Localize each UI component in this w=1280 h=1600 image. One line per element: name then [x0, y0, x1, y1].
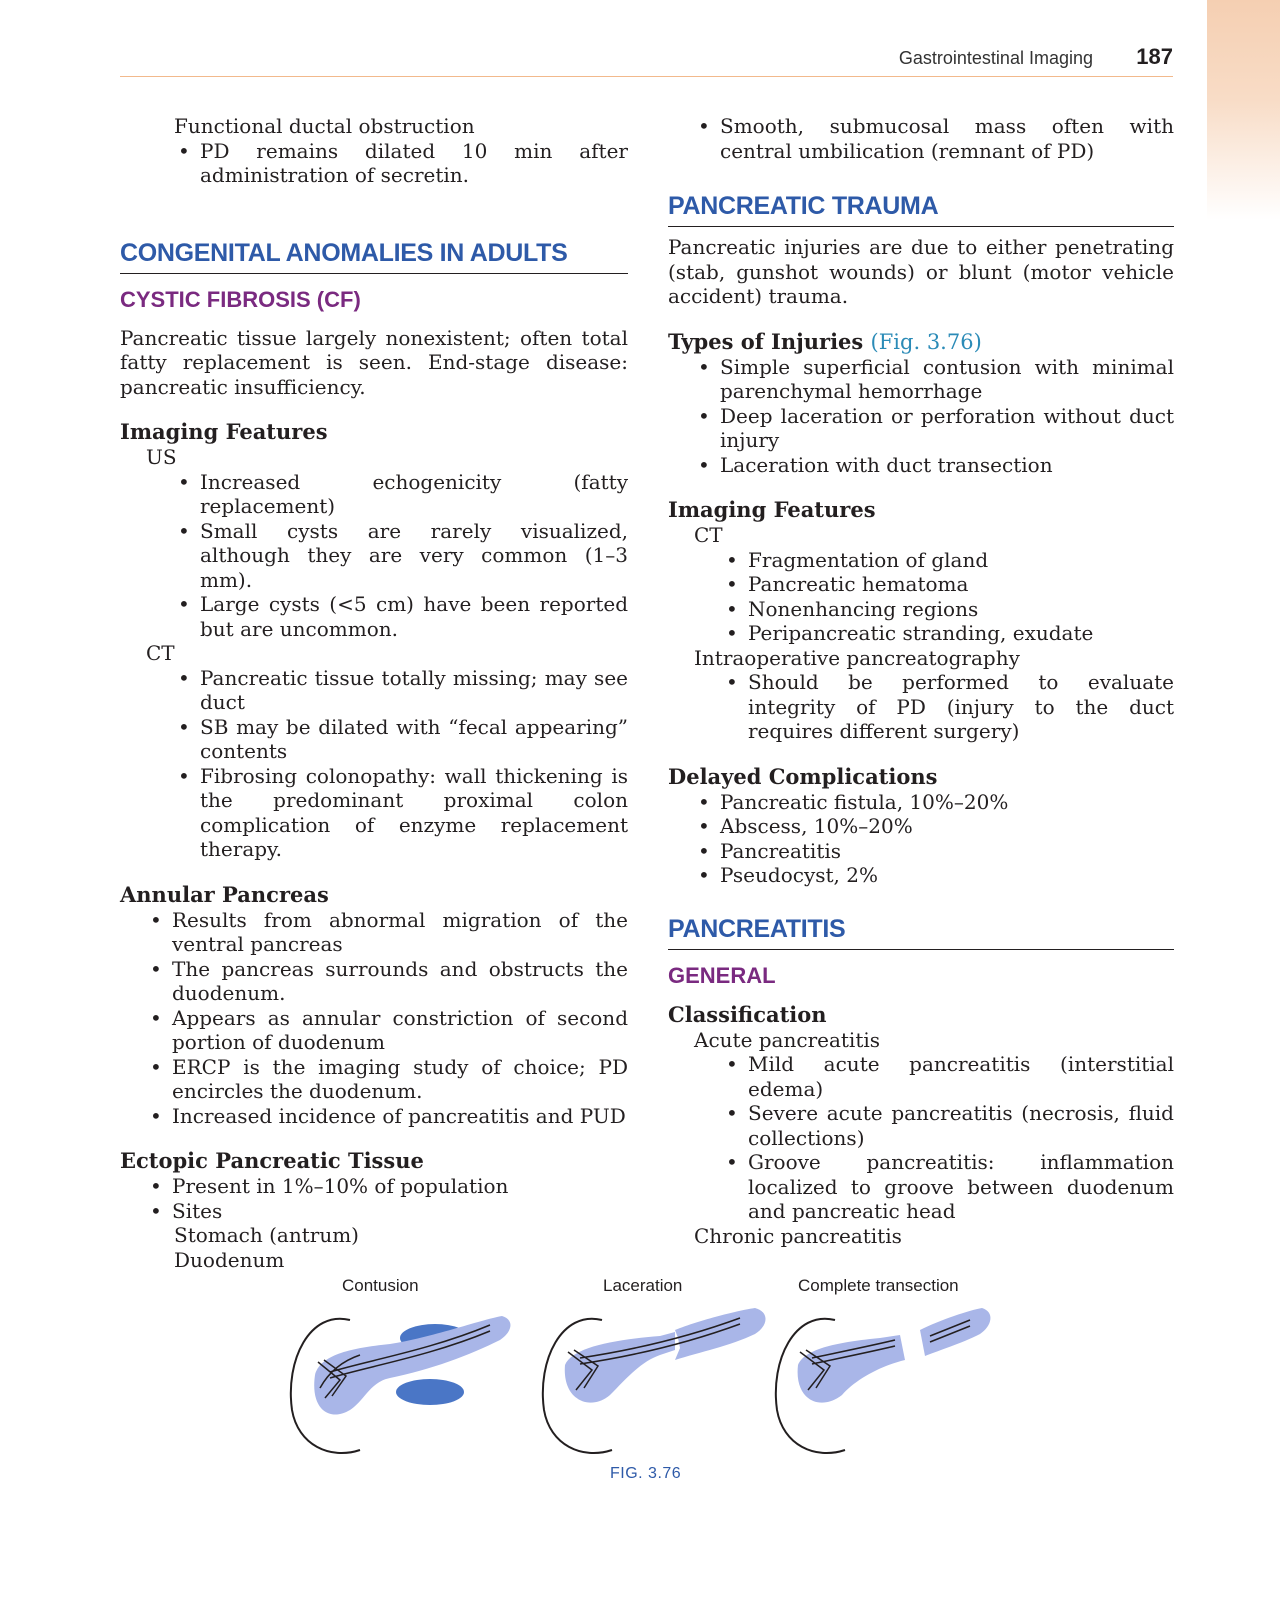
- delayed-bullet-list: [668, 790, 1174, 888]
- running-header-title: Gastrointestinal Imaging: [898, 48, 1093, 68]
- list-item: • SB may be dilated with “fecal appearing” contents: [174, 715, 628, 764]
- list-item: • Severe acute pancreatitis (necrosis, fluid collections): [722, 1101, 1174, 1150]
- list-item: • Should be performed to evaluate integrity of PD (injury to the duct requires different surgery): [722, 670, 1174, 744]
- list-item: • Pancreatitis: [694, 839, 1174, 864]
- list-item: • Sites: [146, 1199, 628, 1224]
- contusion-illustration: [291, 1316, 511, 1453]
- list-item: • Laceration with duct transection: [694, 453, 1174, 478]
- chronic-label: Chronic pancreatitis: [694, 1223, 902, 1248]
- list-item: • Pseudocyst, 2%: [694, 863, 1174, 888]
- gland-proximal: [798, 1335, 905, 1403]
- list-item: • Pancreatic hematoma: [722, 572, 1174, 597]
- list-item: • Peripancreatic stranding, exudate: [722, 621, 1174, 646]
- injuries-bullet-list: [668, 355, 1174, 478]
- ectopic-continued-bullet-list: [668, 114, 1174, 163]
- list-item: • Fragmentation of gland: [722, 548, 1174, 573]
- list-item: • Pancreatic tissue totally missing; may see duct: [174, 666, 628, 715]
- trauma-imaging-heading: Imaging Features: [668, 497, 876, 522]
- ct-label: CT: [146, 641, 175, 665]
- figure-caption: FIG. 3.76: [610, 1465, 682, 1482]
- left-column: [120, 114, 628, 1272]
- ectopic-site: Stomach (antrum): [174, 1223, 359, 1247]
- section-title-pancreatitis: PANCREATITIS: [668, 914, 1174, 950]
- list-item: • Results from abnormal migration of the ventral pancreas: [146, 908, 628, 957]
- transection-illustration: [776, 1308, 991, 1453]
- imaging-features-heading: Imaging Features: [120, 419, 328, 444]
- injuries-heading-text: Types of Injuries: [668, 328, 864, 354]
- list-item: • Increased incidence of pancreatitis and PUD: [146, 1104, 628, 1129]
- page-edge-tab: [1207, 0, 1280, 220]
- annular-pancreas-heading: Annular Pancreas: [120, 881, 329, 907]
- list-item: • Deep laceration or perforation without duct injury: [694, 404, 1174, 453]
- list-item: • Smooth, submucosal mass often with central umbilication (remnant of PD): [694, 114, 1174, 163]
- figure-reference-link[interactable]: (Fig. 3.76): [870, 329, 982, 354]
- list-item: • Fibrosing colonopathy: wall thickening is the predominant proximal colon complication of enzyme replacement therapy.: [174, 764, 628, 862]
- ct-bullet-list: [120, 666, 628, 862]
- list-item: • The pancreas surrounds and obstructs the duodenum.: [146, 957, 628, 1006]
- page-number: 187: [1136, 44, 1173, 69]
- acute-bullet-list: [668, 1052, 1174, 1224]
- list-item: • Present in 1%–10% of population: [146, 1174, 628, 1199]
- list-item: • Abscess, 10%–20%: [694, 814, 1174, 839]
- intraop-bullet-list: [668, 670, 1174, 744]
- subsection-title-cf: CYSTIC FIBROSIS (CF): [120, 286, 361, 312]
- trauma-ct-bullet-list: [668, 548, 1174, 646]
- intro-bullet-list: [120, 139, 628, 188]
- laceration-illustration: [543, 1308, 766, 1453]
- pancreatic-trauma-figure: [280, 1300, 1020, 1470]
- intraop-label: Intraoperative pancreatography: [694, 645, 1020, 670]
- section-title-trauma: PANCREATIC TRAUMA: [668, 191, 1174, 227]
- intro-line: Functional ductal obstruction: [174, 114, 475, 138]
- list-item: • Nonenhancing regions: [722, 597, 1174, 622]
- ectopic-bullet-list: [120, 1174, 628, 1223]
- running-header: [120, 46, 1173, 77]
- trauma-paragraph: Pancreatic injuries are due to either penetrating (stab, gunshot wounds) or blunt (motor vehicle accident) trauma.: [668, 235, 1174, 308]
- ectopic-site: Duodenum: [174, 1247, 285, 1272]
- list-item: • Pancreatic fistula, 10%–20%: [694, 790, 1174, 815]
- types-of-injuries-heading: [668, 329, 1174, 355]
- subsection-title-general: GENERAL: [668, 962, 776, 988]
- figure-label-laceration: Laceration: [603, 1276, 683, 1295]
- list-item: • Mild acute pancreatitis (interstitial edema): [722, 1052, 1174, 1101]
- list-item: • ERCP is the imaging study of choice; PD encircles the duodenum.: [146, 1055, 628, 1104]
- us-bullet-list: [120, 470, 628, 642]
- list-item: • Simple superficial contusion with minimal parenchymal hemorrhage: [694, 355, 1174, 404]
- annular-bullet-list: [120, 908, 628, 1129]
- right-column: [668, 114, 1174, 1248]
- list-item: • Groove pancreatitis: inflammation localized to groove between duodenum and pancreatic head: [722, 1150, 1174, 1224]
- ectopic-heading: Ectopic Pancreatic Tissue: [120, 1148, 424, 1173]
- us-label: US: [146, 445, 177, 469]
- delayed-complications-heading: Delayed Complications: [668, 763, 938, 789]
- ct-label: CT: [694, 523, 723, 547]
- figure-label-transection: Complete transection: [798, 1276, 959, 1295]
- cf-paragraph: Pancreatic tissue largely nonexistent; often total fatty replacement is seen. End-stage disease: pancreatic insufficiency.: [120, 325, 628, 399]
- list-item: • Appears as annular constriction of second portion of duodenum: [146, 1006, 628, 1055]
- list-item: • PD remains dilated 10 min after administration of secretin.: [174, 139, 628, 188]
- acute-label: Acute pancreatitis: [694, 1027, 881, 1052]
- list-item: • Large cysts (<5 cm) have been reported but are uncommon.: [174, 592, 628, 641]
- hematoma: [396, 1379, 464, 1405]
- figure-label-contusion: Contusion: [342, 1276, 419, 1295]
- list-item: • Increased echogenicity (fatty replacement): [174, 470, 628, 519]
- section-title-congenital: CONGENITAL ANOMALIES IN ADULTS: [120, 238, 628, 274]
- list-item: • Small cysts are rarely visualized, although they are very common (1–3 mm).: [174, 519, 628, 593]
- classification-heading: Classification: [668, 1001, 827, 1027]
